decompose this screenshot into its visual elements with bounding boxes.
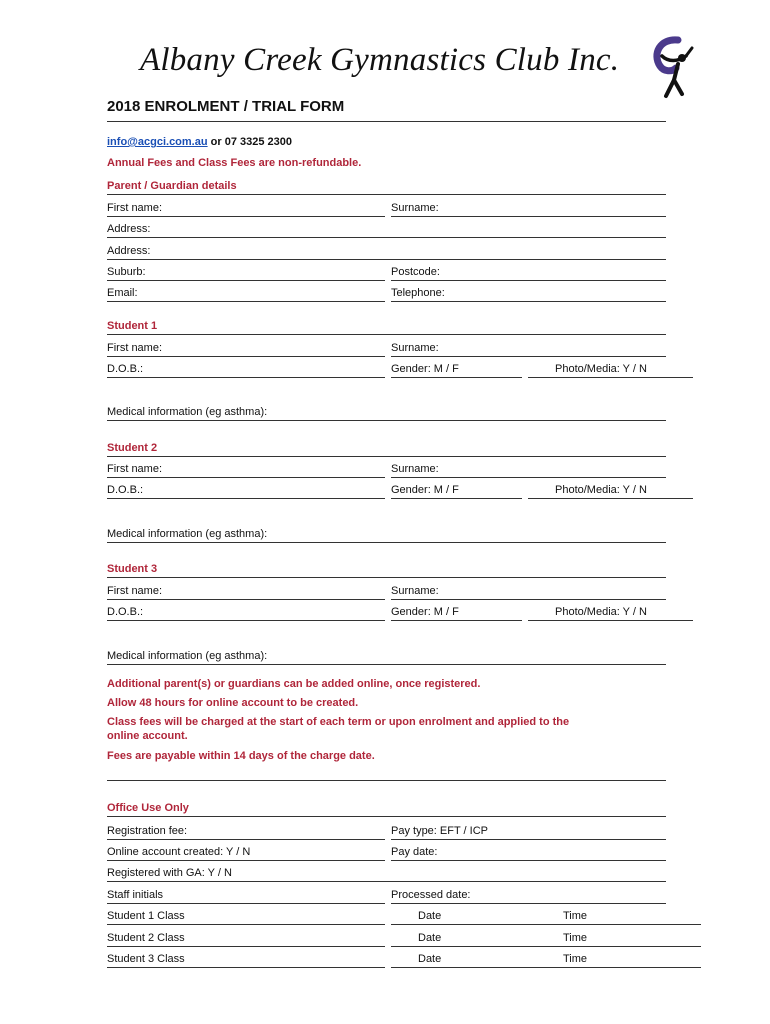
- staff-initials-field[interactable]: Staff initials: [107, 889, 385, 904]
- student1-name-row: [107, 342, 666, 356]
- class-time-field[interactable]: Time: [528, 910, 701, 925]
- parent-surname-field[interactable]: Surname:: [391, 202, 666, 217]
- registered-ga-field[interactable]: Registered with GA: Y / N: [107, 867, 666, 882]
- title-divider: [107, 121, 666, 122]
- student1-dob-row: [107, 363, 666, 377]
- student1-gender-field[interactable]: Gender: M / F: [391, 363, 522, 378]
- student1-surname-field[interactable]: Surname:: [391, 342, 666, 357]
- parent-section-title: Parent / Guardian details: [107, 180, 666, 195]
- parent-address1-row: [107, 223, 666, 237]
- office-section-title: Office Use Only: [107, 802, 666, 817]
- student3-gender-field[interactable]: Gender: M / F: [391, 606, 522, 621]
- pay-type-field[interactable]: Pay type: EFT / ICP: [391, 825, 666, 840]
- student1-photo-field[interactable]: Photo/Media: Y / N: [528, 363, 693, 378]
- parent-address1-field[interactable]: Address:: [107, 223, 666, 238]
- office-class-row: [107, 953, 666, 967]
- student2-photo-field[interactable]: Photo/Media: Y / N: [528, 484, 693, 499]
- class-date-field[interactable]: Date: [391, 932, 555, 947]
- club-name: Albany Creek Gymnastics Club Inc.: [140, 42, 620, 78]
- parent-postcode-field[interactable]: Postcode:: [391, 266, 666, 281]
- student2-dob-field[interactable]: D.O.B.:: [107, 484, 385, 499]
- class-time-field[interactable]: Time: [528, 953, 701, 968]
- class-time-field[interactable]: Time: [528, 932, 701, 947]
- contact-line: [107, 136, 292, 148]
- student3-medical-row: [107, 650, 666, 664]
- office-account-row: [107, 846, 666, 860]
- student3-dob-field[interactable]: D.O.B.:: [107, 606, 385, 621]
- student2-gender-field[interactable]: Gender: M / F: [391, 484, 522, 499]
- office-staff-row: [107, 889, 666, 903]
- student2-medical-row: [107, 528, 666, 542]
- notice-payment-terms: Fees are payable within 14 days of the charge date.: [107, 750, 375, 762]
- parent-address2-field[interactable]: Address:: [107, 245, 666, 260]
- form-title: 2018 ENROLMENT / TRIAL FORM: [107, 98, 345, 115]
- office-class-row: [107, 910, 666, 924]
- notice-additional-parents: Additional parent(s) or guardians can be added online, once registered.: [107, 678, 481, 690]
- club-logo-icon: [648, 34, 698, 102]
- student1-section-title: Student 1: [107, 320, 666, 335]
- student2-name-row: [107, 463, 666, 477]
- fees-notice: Annual Fees and Class Fees are non-refundable.: [107, 157, 362, 169]
- student2-surname-field[interactable]: Surname:: [391, 463, 666, 478]
- parent-email-row: [107, 287, 666, 301]
- phone-text: or 07 3325 2300: [207, 136, 292, 148]
- student1-medical-field[interactable]: Medical information (eg asthma):: [107, 406, 666, 421]
- parent-address2-row: [107, 245, 666, 259]
- student3-section-title: Student 3: [107, 563, 666, 578]
- processed-date-field[interactable]: Processed date:: [391, 889, 666, 904]
- office-class-row: [107, 932, 666, 946]
- office-ga-row: [107, 867, 666, 881]
- student3-dob-row: [107, 606, 666, 620]
- parent-suburb-field[interactable]: Suburb:: [107, 266, 385, 281]
- notices-divider: [107, 780, 666, 781]
- parent-name-row: [107, 202, 666, 216]
- student2-dob-row: [107, 484, 666, 498]
- student1-first-name-field[interactable]: First name:: [107, 342, 385, 357]
- student3-first-name-field[interactable]: First name:: [107, 585, 385, 600]
- student2-section-title: Student 2: [107, 442, 666, 457]
- student2-medical-field[interactable]: Medical information (eg asthma):: [107, 528, 666, 543]
- registration-fee-field[interactable]: Registration fee:: [107, 825, 385, 840]
- parent-email-field[interactable]: Email:: [107, 287, 385, 302]
- student1-medical-row: [107, 406, 666, 420]
- student3-name-row: [107, 585, 666, 599]
- class-date-field[interactable]: Date: [391, 953, 555, 968]
- class-label[interactable]: Student 2 Class: [107, 932, 385, 947]
- notice-class-fees-line1: Class fees will be charged at the start of each term or upon enrolment and applied to the: [107, 716, 570, 728]
- student3-medical-field[interactable]: Medical information (eg asthma):: [107, 650, 666, 665]
- email-link[interactable]: info@acgci.com.au: [107, 136, 208, 148]
- class-label[interactable]: Student 3 Class: [107, 953, 385, 968]
- office-fee-row: [107, 825, 666, 839]
- student3-surname-field[interactable]: Surname:: [391, 585, 666, 600]
- class-date-field[interactable]: Date: [391, 910, 555, 925]
- student1-dob-field[interactable]: D.O.B.:: [107, 363, 385, 378]
- pay-date-field[interactable]: Pay date:: [391, 846, 666, 861]
- student3-photo-field[interactable]: Photo/Media: Y / N: [528, 606, 693, 621]
- parent-suburb-row: [107, 266, 666, 280]
- class-label[interactable]: Student 1 Class: [107, 910, 385, 925]
- notice-class-fees-line2: online account.: [107, 730, 188, 742]
- parent-telephone-field[interactable]: Telephone:: [391, 287, 666, 302]
- notice-48-hours: Allow 48 hours for online account to be created.: [107, 697, 359, 709]
- student2-first-name-field[interactable]: First name:: [107, 463, 385, 478]
- parent-first-name-field[interactable]: First name:: [107, 202, 385, 217]
- online-account-field[interactable]: Online account created: Y / N: [107, 846, 385, 861]
